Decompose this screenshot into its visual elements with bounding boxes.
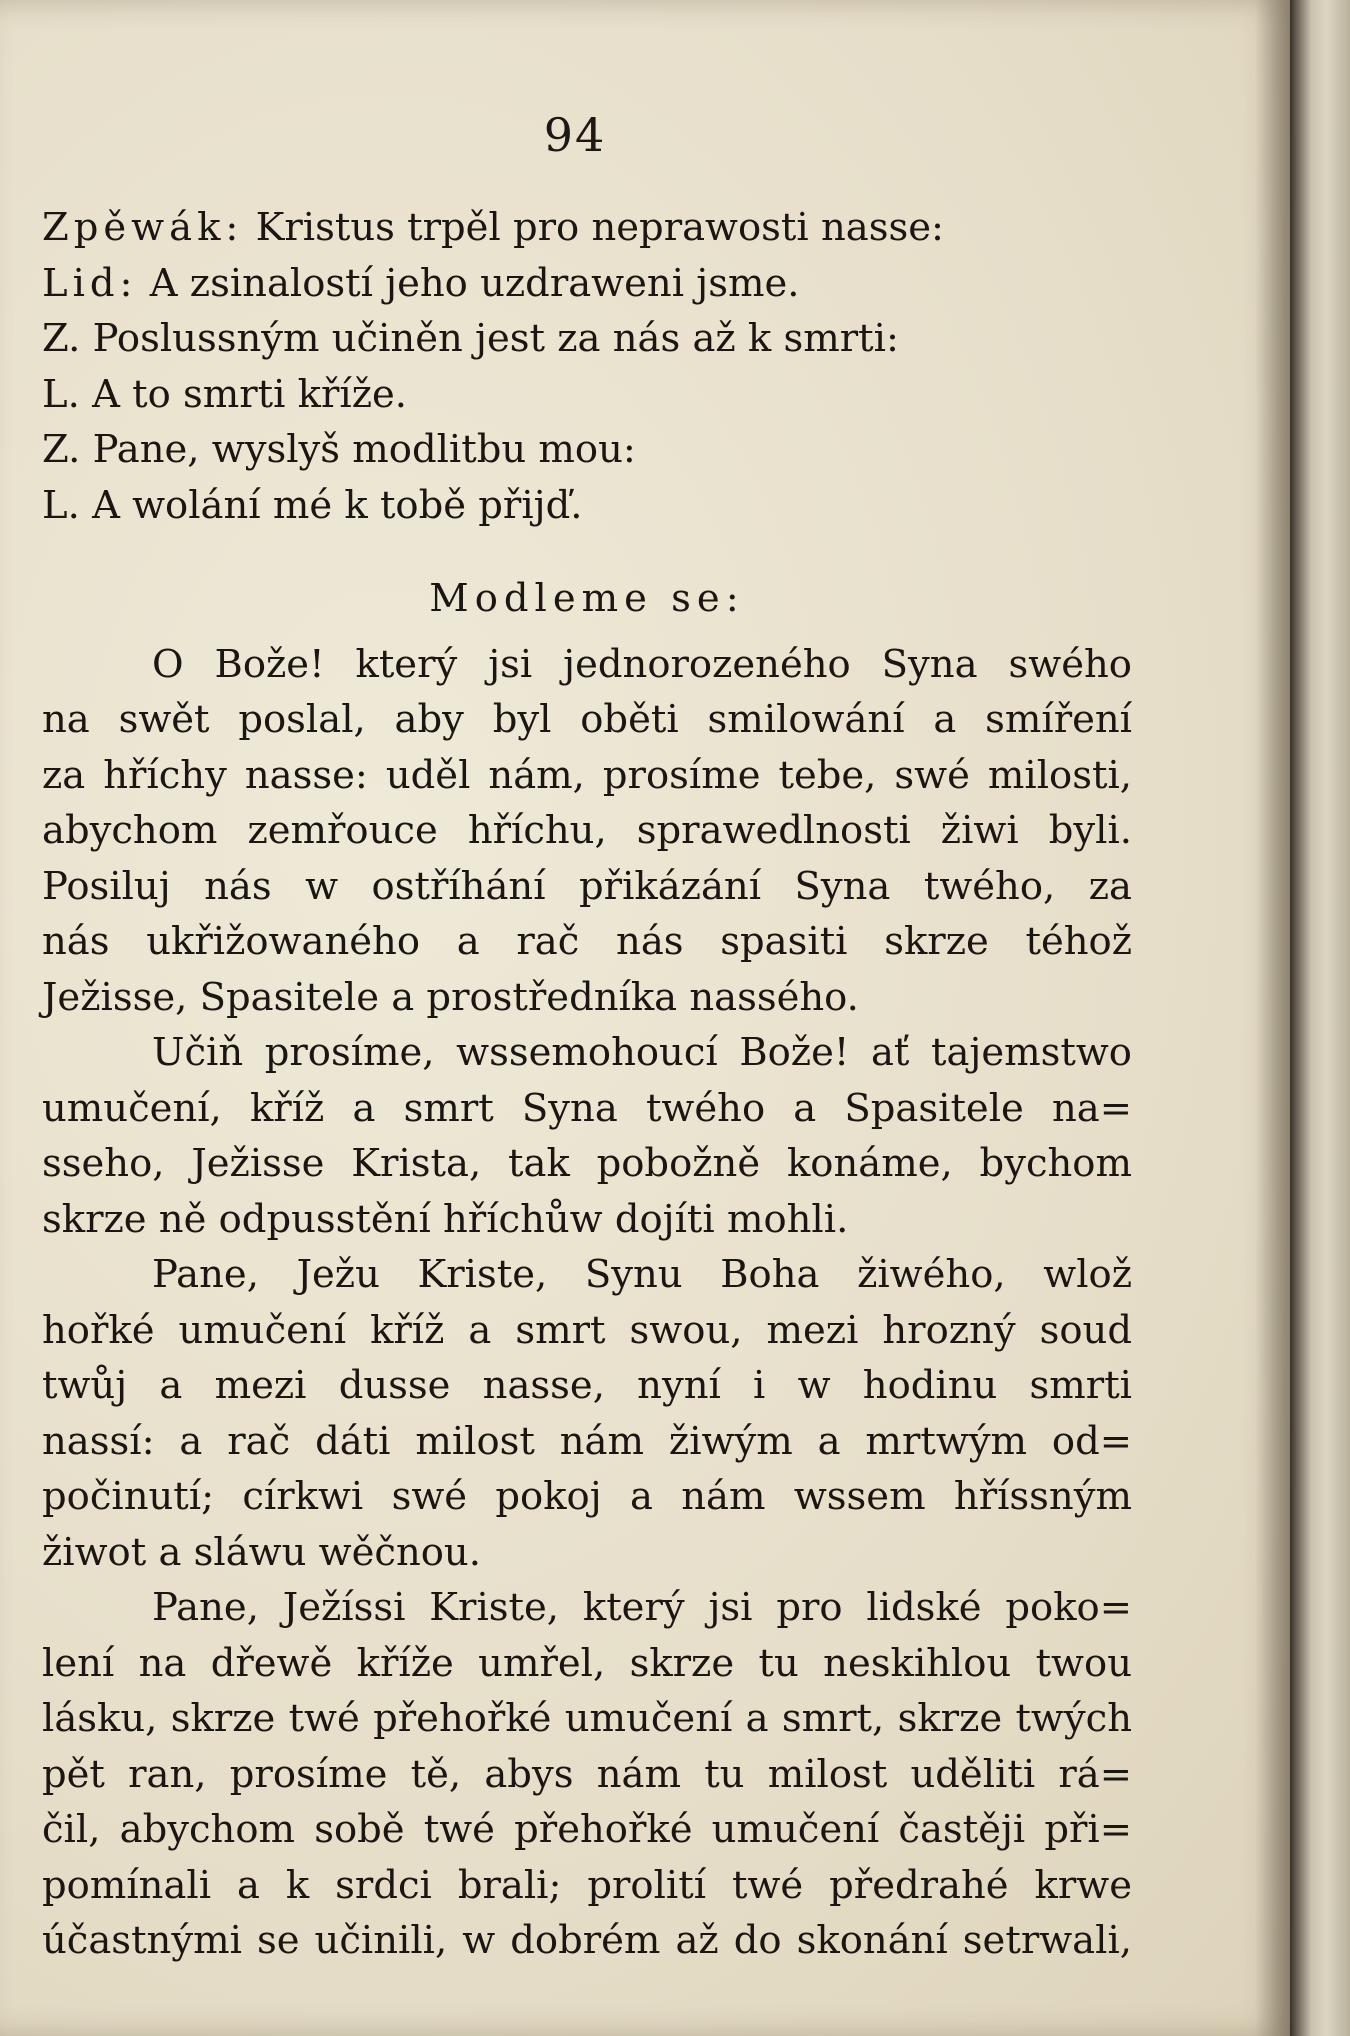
- versicle-line: [42, 367, 1132, 423]
- body-line: Pane, Ježu Kriste, Synu Boha žiwého, wlož: [152, 1252, 1132, 1297]
- body-line: lení na dřewě kříže umřel, skrze tu neskihlou twou: [42, 1640, 1132, 1686]
- versicle-text: Kristus trpěl pro neprawosti nasse:: [255, 205, 944, 250]
- body-line: nassí: a rač dáti milost nám žiwým a mrtwým od=: [42, 1418, 1132, 1464]
- versicle-label: L.: [42, 482, 80, 528]
- body-line: žiwot a sláwu wěčnou.: [42, 1529, 481, 1575]
- versicle-line: [42, 478, 1132, 534]
- versicle-line: [42, 422, 1132, 478]
- body-line: za hříchy nasse: uděl nám, prosíme tebe, swé milosti,: [42, 752, 1132, 798]
- body-line: O Bože! který jsi jednorozeného Syna swého: [152, 641, 1132, 687]
- body-line: Posiluj nás w ostříhání přikázání Syna twého, za: [42, 863, 1132, 909]
- body-line: čil, abychom sobě twé přehořké umučení častěji při=: [42, 1807, 1132, 1852]
- body-line: lásku, skrze twé přehořké umučení a smrt, skrze twých: [42, 1696, 1132, 1741]
- body-line: Ježisse, Spasitele a prostředníka nassého.: [42, 974, 859, 1020]
- versicle-label: Z.: [42, 316, 81, 361]
- versicle-text: A zsinalostí jeho uzdraweni jsme.: [149, 260, 800, 306]
- body-line: abychom zemřouce hříchu, sprawedlnosti žiwi byli.: [42, 808, 1132, 853]
- versicle-line: [42, 256, 1132, 312]
- body-line: nás ukřižowaného a rač nás spasiti skrze téhož: [42, 919, 1132, 964]
- versicle-line: [42, 311, 1132, 367]
- body-line: počinutí; církwi swé pokoj a nám wssem hříssným: [42, 1474, 1132, 1519]
- versicle-text: Pane, wyslyš modlitbu mou:: [92, 427, 636, 472]
- gutter-shadow: [1255, 0, 1290, 2036]
- body-line: pomínali a k srdci brali; prolití twé předrahé krwe: [42, 1862, 1132, 1908]
- section-heading: Modleme se:: [429, 576, 745, 621]
- body-line: skrze ně odpusstění hříchůw dojíti mohli.: [42, 1196, 849, 1242]
- body-line: pět ran, prosíme tě, abys nám tu milost uděliti rá=: [42, 1751, 1132, 1797]
- versicle-label: Z.: [42, 427, 81, 472]
- versicle-label: L.: [42, 371, 80, 417]
- body-line: umučení, kříž a smrt Syna twého a Spasitele na=: [42, 1085, 1132, 1131]
- body-line: sseho, Ježisse Krista, tak pobožně konáme, bychom: [42, 1141, 1132, 1186]
- body-line: hořké umučení kříž a smrt swou, mezi hrozný soud: [42, 1307, 1132, 1353]
- versicle-line: [42, 200, 1132, 256]
- versicle-text: Poslussným učiněn jest za nás až k smrti:: [92, 316, 899, 361]
- versicle-label: Lid:: [42, 260, 138, 306]
- versicle-text: A wolání mé k tobě přijď.: [92, 482, 583, 528]
- page-number: 94: [543, 108, 607, 162]
- next-page-edge: [1290, 0, 1350, 2036]
- versicle-label: Zpěwák:: [42, 205, 244, 250]
- body-line: Pane, Ježíssi Kriste, který jsi pro lidské poko=: [152, 1585, 1132, 1630]
- body-line: Učiň prosíme, wssemohoucí Bože! ať tajemstwo: [152, 1030, 1132, 1075]
- body-line: na swět poslal, aby byl oběti smilowání a smíření: [42, 697, 1132, 742]
- versicle-text: A to smrti kříže.: [92, 371, 408, 417]
- body-line: účastnými se učinili, w dobrém až do skonání setrwali,: [42, 1918, 1132, 1963]
- text-block: [42, 200, 1132, 1969]
- body-line: twůj a mezi dusse nasse, nyní i w hodinu smrti: [42, 1363, 1132, 1408]
